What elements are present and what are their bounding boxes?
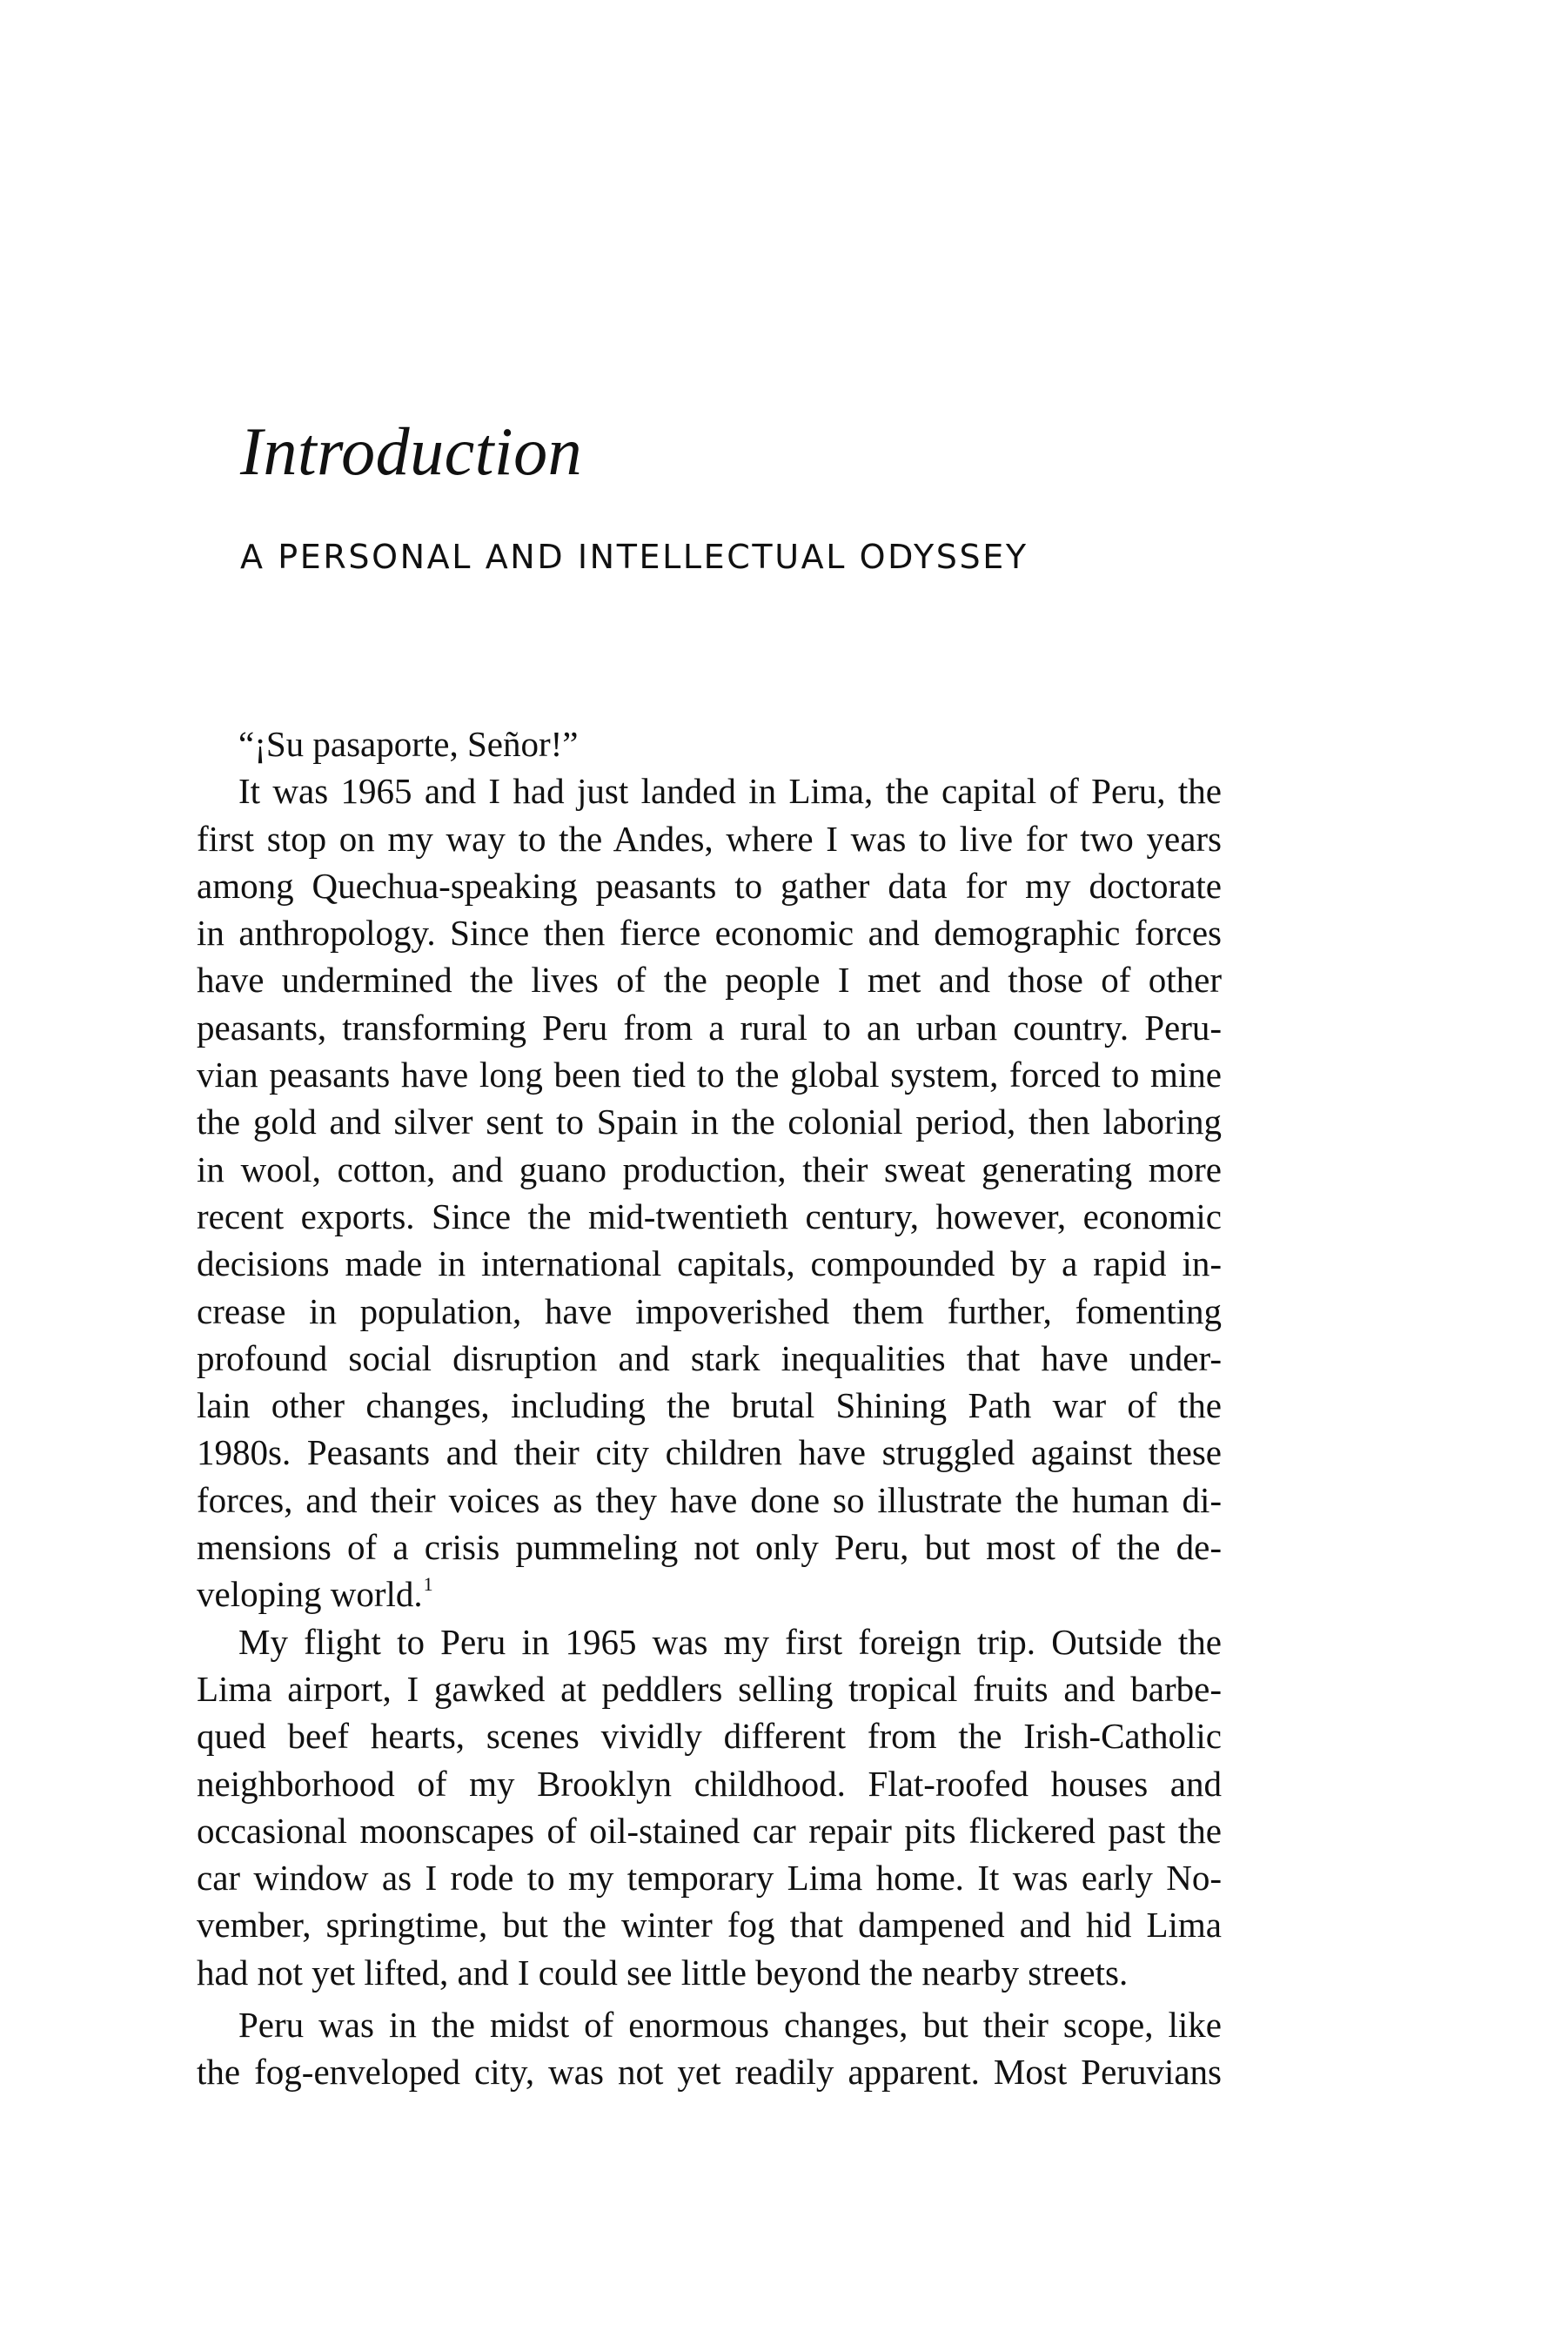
text-line: occasional moonscapes of oil-stained car repair pits flickered past the [197, 1810, 1222, 1851]
body-text [197, 720, 1222, 2096]
paragraph-4 [197, 2001, 1222, 2096]
paragraph-3 [197, 1618, 1222, 1996]
text-line: the fog-enveloped city, was not yet readily apparent. Most Peruvians [197, 2052, 1222, 2093]
text-line: My flight to Peru in 1965 was my first foreign trip. Outside the [238, 1621, 1222, 1662]
text-line: had not yet lifted, and I could see little beyond the nearby streets. [197, 1952, 1129, 1993]
text-line: crease in population, have impoverished them further, fomenting [197, 1290, 1222, 1331]
text-line: peasants, transforming Peru from a rural to an urban country. Peru- [197, 1007, 1222, 1048]
text-line: vian peasants have long been tied to the global system, forced to mine [197, 1055, 1222, 1095]
chapter-title: Introduction [240, 413, 583, 489]
text-line: in anthropology. Since then fierce economic and demographic forces [197, 913, 1222, 954]
chapter-subtitle: A PERSONAL AND INTELLECTUAL ODYSSEY [240, 538, 1029, 576]
text-line: neighborhood of my Brooklyn childhood. Flat-roofed houses and [197, 1763, 1222, 1804]
text-line: have undermined the lives of the people I met and those of other [197, 960, 1222, 1001]
text-line: recent exports. Since the mid-twentieth century, however, economic [197, 1196, 1222, 1236]
text-line: “¡Su pasaporte, Señor!” [238, 724, 579, 764]
text-line: Peru was in the midst of enormous changes, but their scope, like [238, 2005, 1222, 2046]
text-line: profound social disruption and stark inequalities that have under- [197, 1337, 1222, 1378]
text-line: qued beef hearts, scenes vividly different from the Irish-Catholic [197, 1716, 1222, 1757]
text-line: forces, and their voices as they have done so illustrate the human di- [197, 1479, 1222, 1520]
text-line: mensions of a crisis pummeling not only Peru, but most of the de- [197, 1527, 1222, 1568]
text-line: Lima airport, I gawked at peddlers selling tropical fruits and barbe- [197, 1668, 1222, 1709]
text-line: 1980s. Peasants and their city children have struggled against these [197, 1432, 1222, 1473]
text-line [197, 1571, 1222, 1618]
text-line: first stop on my way to the Andes, where I was to live for two years [197, 818, 1222, 859]
paragraph-1 [197, 720, 1222, 767]
text-line-content: veloping world. [197, 1574, 423, 1615]
footnote-marker[interactable]: 1 [423, 1573, 433, 1596]
text-line: car window as I rode to my temporary Lima home. It was early No- [197, 1858, 1222, 1899]
text-line: in wool, cotton, and guano production, their sweat generating more [197, 1149, 1222, 1189]
text-line: lain other changes, including the brutal Shining Path war of the [197, 1385, 1222, 1426]
text-line: vember, springtime, but the winter fog that dampened and hid Lima [197, 1905, 1222, 1946]
paragraph-2 [197, 767, 1222, 1618]
text-line: decisions made in international capitals, compounded by a rapid in- [197, 1243, 1222, 1284]
text-line: among Quechua-speaking peasants to gather data for my doctorate [197, 865, 1222, 906]
text-line: the gold and silver sent to Spain in the colonial period, then laboring [197, 1102, 1222, 1142]
text-line: It was 1965 and I had just landed in Lima, the capital of Peru, the [238, 771, 1222, 812]
